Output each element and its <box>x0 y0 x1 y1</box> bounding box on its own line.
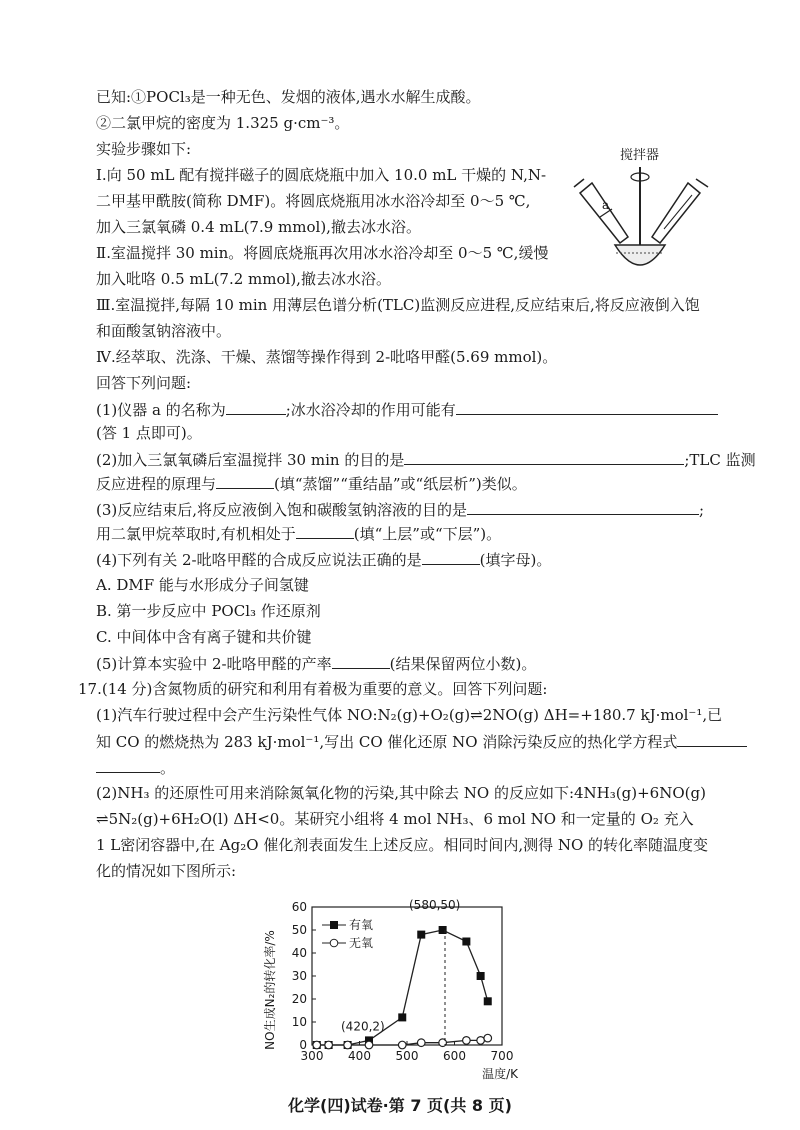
annotation-580-50: (580,50) <box>409 898 461 912</box>
legend-label-with-oxygen: 有氧 <box>349 918 374 932</box>
q16-1-pre: (1)仪器 a 的名称为 <box>96 401 226 419</box>
answer-blank-4[interactable] <box>422 548 480 565</box>
step-4-line: Ⅳ.经萃取、洗涤、干燥、蒸馏等操作得到 2-吡咯甲醛(5.69 mmol)。 <box>96 348 558 366</box>
x-tick-label: 600 <box>443 1049 466 1063</box>
x-axis-label: 温度/K <box>482 1067 518 1081</box>
funnel-a <box>574 179 628 243</box>
answer-blank-3b[interactable] <box>296 522 354 539</box>
data-point-with-oxygen <box>462 938 470 946</box>
y-tick-label: 30 <box>291 969 307 983</box>
data-point-with-oxygen <box>484 997 492 1005</box>
a-label: a <box>602 198 610 212</box>
step-2-line-b: 加入吡咯 0.5 mL(7.2 mmol),撤去冰水浴。 <box>96 270 391 288</box>
q16-5-line <box>96 652 536 675</box>
q16-1-line <box>96 398 718 421</box>
answer-blank-3a[interactable] <box>467 498 699 515</box>
answer-blank-5[interactable] <box>332 652 390 669</box>
step-1-line-c: 加入三氯氧磷 0.4 mL(7.9 mmol),撤去冰水浴。 <box>96 218 421 236</box>
q17-head: 17.(14 分)含氮物质的研究和利用有着极为重要的意义。回答下列问题: <box>78 680 548 698</box>
q17-1-end: 。 <box>160 759 176 777</box>
legend-marker-without-oxygen <box>330 939 338 947</box>
known-line-1: 已知:①POCl₃是一种无色、发烟的液体,遇水水解生成酸。 <box>96 88 481 106</box>
x-tick-label: 300 <box>300 1049 324 1063</box>
q16-4-line <box>96 548 551 571</box>
q16-3-post: ; <box>699 501 705 519</box>
q16-3-line <box>96 498 704 521</box>
annotation-420-2: (420,2) <box>341 1019 385 1034</box>
y-axis-label: NO生成N₂的转化率/% <box>263 930 277 1050</box>
q17-2-line-d: 化的情况如下图所示: <box>96 862 237 880</box>
q16-2-line <box>96 448 756 471</box>
q17-2-line-b: ⇌5N₂(g)+6H₂O(l) ΔH<0。某研究小组将 4 mol NH₃、6 mol NO 和一定量的 O₂ 充入 <box>96 810 694 828</box>
y-tick-label: 10 <box>291 1015 307 1029</box>
q17-1-line-b <box>96 730 747 753</box>
q16-2b-pre: 反应进程的原理与 <box>96 475 217 493</box>
data-point-with-oxygen <box>417 931 425 939</box>
option-a: A. DMF 能与水形成分子间氢键 <box>96 576 309 594</box>
conversion-chart <box>260 895 520 1085</box>
legend-marker-with-oxygen <box>330 921 338 929</box>
y-tick-label: 0 <box>299 1038 307 1052</box>
q17-1-line-c <box>96 756 175 779</box>
known-line-2: ②二氯甲烷的密度为 1.325 g·cm⁻³。 <box>96 114 350 132</box>
x-tick-label: 700 <box>490 1049 514 1063</box>
data-point-with-oxygen <box>398 1013 406 1021</box>
x-tick-label: 400 <box>348 1049 371 1063</box>
q17-2-line-c: 1 L密闭容器中,在 Ag₂O 催化剂表面发生上述反应。相同时间内,测得 NO 的转化率随温度变 <box>96 836 709 854</box>
page-footer: 化学(四)试卷·第 7 页(共 8 页) <box>288 1096 512 1115</box>
data-point-without-oxygen <box>477 1037 485 1045</box>
q16-3b-pre: 用二氯甲烷萃取时,有机相处于 <box>96 525 296 543</box>
answer-blank-2a[interactable] <box>404 448 684 465</box>
data-point-with-oxygen <box>477 972 485 980</box>
step-2-line-a: Ⅱ.室温搅拌 30 min。将圆底烧瓶再次用冰水浴冷却至 0～5 ℃,缓慢 <box>96 244 549 262</box>
data-point-without-oxygen <box>484 1034 492 1042</box>
x-tick-label: 500 <box>395 1049 419 1063</box>
q16-2b-line <box>96 472 527 495</box>
step-1-line-b: 二甲基甲酰胺(简称 DMF)。将圆底烧瓶用冰水浴冷却至 0～5 ℃, <box>96 192 531 210</box>
q16-5-post: (结果保留两位小数)。 <box>389 655 537 673</box>
step-3-line-b: 和面酸氢钠溶液中。 <box>96 322 232 340</box>
q16-1-mid: ;冰水浴冷却的作用可能有 <box>285 401 456 419</box>
q16-3b-line <box>96 522 501 545</box>
y-tick-label: 60 <box>291 900 307 914</box>
option-b: B. 第一步反应中 POCl₃ 作还原剂 <box>96 602 321 620</box>
y-tick-label: 50 <box>291 923 307 937</box>
q16-3-pre: (3)反应结束后,将反应液倒入饱和碳酸氢钠溶液的目的是 <box>96 501 468 519</box>
q16-prompt: 回答下列问题: <box>96 374 192 392</box>
chart-svg <box>260 895 520 1085</box>
data-point-without-oxygen <box>344 1041 352 1049</box>
answer-blank-17-1b[interactable] <box>96 756 160 773</box>
q17-1-text: 知 CO 的燃烧热为 283 kJ·mol⁻¹,写出 CO 催化还原 NO 消除污染反应的热化学方程式 <box>96 733 678 751</box>
chart-marks <box>313 926 492 1049</box>
legend-label-without-oxygen: 无氧 <box>349 936 374 950</box>
data-point-without-oxygen <box>313 1041 321 1049</box>
data-point-without-oxygen <box>398 1041 406 1049</box>
data-point-without-oxygen <box>325 1041 333 1049</box>
apparatus-svg <box>560 145 720 285</box>
q16-2-post: ;TLC 监测 <box>684 451 756 469</box>
step-1-line-a: Ⅰ.向 50 mL 配有搅拌磁子的圆底烧瓶中加入 10.0 mL 干燥的 N,N- <box>96 166 547 184</box>
q16-1-tail: (答 1 点即可)。 <box>96 424 202 442</box>
q17-2-line-a: (2)NH₃ 的还原性可用来消除氮氧化物的污染,其中除去 NO 的反应如下:4NH₃(g)+6NO(g) <box>96 784 706 802</box>
stirrer-label: 搅拌器 <box>620 148 660 163</box>
apparatus-figure <box>560 145 720 285</box>
q16-3b-post: (填“上层”或“下层”)。 <box>353 525 502 543</box>
q16-5-pre: (5)计算本实验中 2-吡咯甲醛的产率 <box>96 655 332 673</box>
answer-blank-1a[interactable] <box>226 398 286 415</box>
q16-4-pre: (4)下列有关 2-吡咯甲醛的合成反应说法正确的是 <box>96 551 422 569</box>
data-point-without-oxygen <box>417 1039 425 1047</box>
answer-blank-1b[interactable] <box>456 398 718 415</box>
condenser <box>652 179 708 243</box>
answer-blank-2b[interactable] <box>216 472 274 489</box>
y-tick-label: 40 <box>291 946 307 960</box>
data-point-without-oxygen <box>463 1037 471 1045</box>
q16-2-pre: (2)加入三氯氧磷后室温搅拌 30 min 的目的是 <box>96 451 405 469</box>
step-3-line-a: Ⅲ.室温搅拌,每隔 10 min 用薄层色谱分析(TLC)监测反应进程,反应结束后,将反应液倒入饱 <box>96 296 700 314</box>
option-c: C. 中间体中含有离子键和共价键 <box>96 628 312 646</box>
q17-1-line-a: (1)汽车行驶过程中会产生污染性气体 NO:N₂(g)+O₂(g)⇌2NO(g) ΔH=+180.7 kJ·mol⁻¹,已 <box>96 706 723 724</box>
q16-4-post: (填字母)。 <box>479 551 552 569</box>
steps-heading: 实验步骤如下: <box>96 140 192 158</box>
y-tick-label: 20 <box>291 992 307 1006</box>
answer-blank-17-1a[interactable] <box>677 730 747 747</box>
round-flask <box>615 245 665 265</box>
data-point-without-oxygen <box>365 1041 373 1049</box>
chart-legend <box>322 918 373 950</box>
q16-2b-post: (填“蒸馏”“重结晶”或“纸层析”)类似。 <box>274 475 527 493</box>
